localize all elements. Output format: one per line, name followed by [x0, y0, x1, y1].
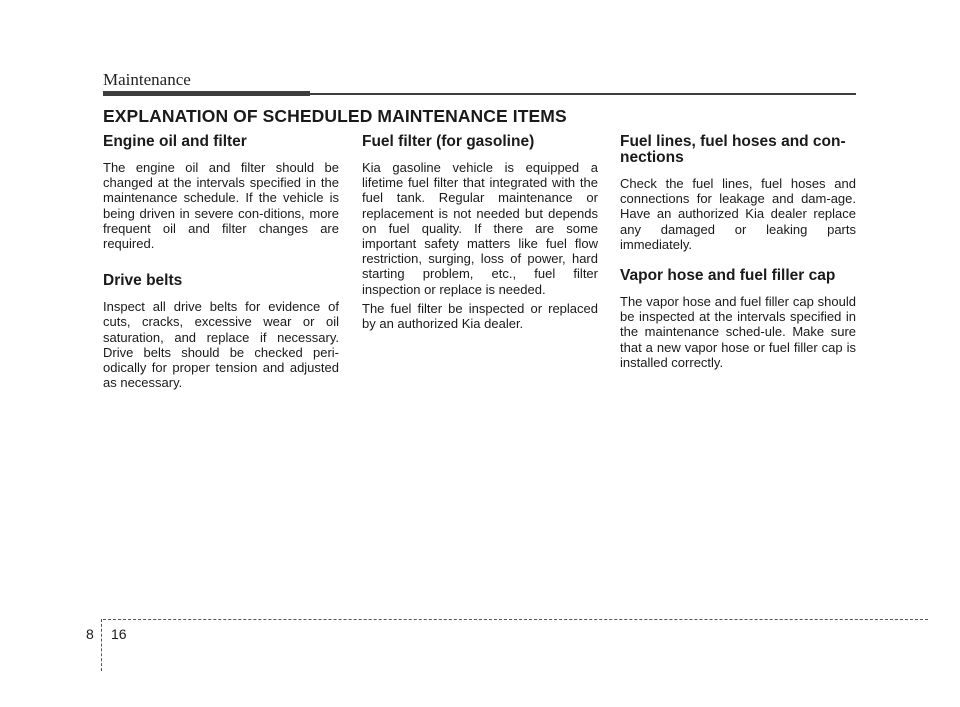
- item-body-drive-belts: Inspect all drive belts for evidence of cuts, cracks, excessive wear or oil saturation, and replace if necessary. Drive belts should be checked peri-odically for proper tension and adjusted as necessary.: [103, 299, 339, 391]
- item-body-fuel-filter: Kia gasoline vehicle is equipped a lifetime fuel filter that integrated with the fuel tank. Regular maintenance or replacement is not needed but depends on fuel quality. If there are some important safety matters like fuel flow restriction, surging, loss of power, hard starting problem, etc., fuel filter inspection or replace is needed.: [362, 160, 598, 297]
- item-heading-fuel-lines: Fuel lines, fuel hoses and con-nections: [620, 133, 846, 166]
- item-heading-vapor-hose: Vapor hose and fuel filler cap: [620, 267, 836, 285]
- column-1: [103, 134, 339, 394]
- column-3: [620, 134, 856, 374]
- column-2: [362, 134, 598, 335]
- header-bar: [103, 91, 310, 96]
- item-body-engine-oil: The engine oil and filter should be changed at the intervals specified in the maintenance schedule. If the vehicle is being driven in severe con-ditions, more frequent oil and filter changes are required.: [103, 160, 339, 252]
- item-heading-fuel-filter: Fuel filter (for gasoline): [362, 133, 535, 150]
- chapter-number: 8: [86, 626, 94, 642]
- chapter-title: Maintenance: [103, 70, 191, 89]
- item-body-vapor-hose: The vapor hose and fuel filler cap should be inspected at the intervals specified in the maintenance sched-ule. Make sure that a new vapor hose or fuel filler cap is installed correctly.: [620, 294, 856, 370]
- header-rule: [310, 93, 856, 95]
- footer-rule: [103, 619, 928, 620]
- page-number: 16: [111, 626, 127, 642]
- item-heading-engine-oil: Engine oil and filter: [103, 133, 247, 150]
- footer-divider: [101, 619, 102, 671]
- item-body-fuel-filter-dealer: The fuel filter be inspected or replaced by an authorized Kia dealer.: [362, 300, 598, 332]
- item-heading-drive-belts: Drive belts: [103, 272, 183, 290]
- item-body-fuel-lines: Check the fuel lines, fuel hoses and connections for leakage and dam-age. Have an authorized Kia dealer replace any damaged or leaking parts immediately.: [620, 176, 856, 252]
- section-title: EXPLANATION OF SCHEDULED MAINTENANCE ITEMS: [103, 106, 567, 126]
